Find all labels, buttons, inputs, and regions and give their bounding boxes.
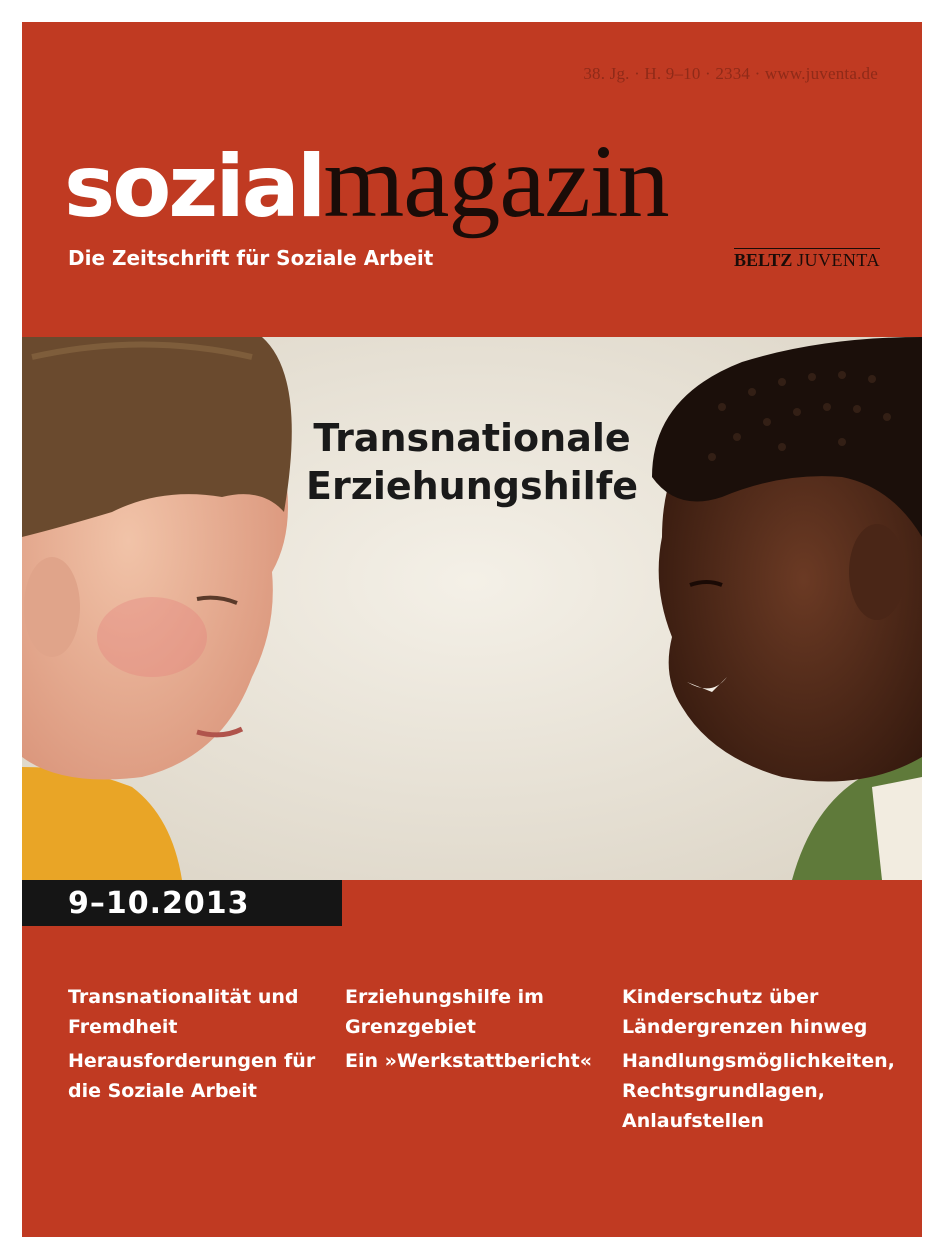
masthead-logo <box>64 124 669 239</box>
publisher-logo <box>734 248 880 271</box>
article-title: Kinderschutz über Ländergrenzen hinweg <box>622 986 868 1038</box>
article-title: Erziehungshilfe im Grenzgebiet <box>345 986 544 1038</box>
article-subtitle: Handlungsmöglichkeiten, Rechtsgrundlagen, Anlaufstellen <box>622 1050 895 1132</box>
article-teaser <box>68 982 330 1106</box>
article-subtitle: Herausforderungen für die Soziale Arbeit <box>68 1050 316 1102</box>
issue-date: 9–10.2013 <box>68 886 250 921</box>
masthead-sozial: sozial <box>64 137 324 237</box>
cover-topic-line2: Erziehungshilfe <box>306 464 638 508</box>
article-teaser <box>622 982 895 1136</box>
magazine-cover <box>22 22 922 1237</box>
cover-topic <box>242 414 702 510</box>
article-teaser <box>345 982 607 1076</box>
article-title: Transnationalität und Fremdheit <box>68 986 299 1038</box>
publisher-beltz: BELTZ <box>734 250 793 270</box>
publisher-juventa: JUVENTA <box>796 250 880 270</box>
article-subtitle: Ein »Werkstattbericht« <box>345 1050 592 1072</box>
issue-date-bar <box>22 880 342 926</box>
cover-topic-line1: Transnationale <box>313 416 631 460</box>
masthead-magazin: magazin <box>323 124 669 239</box>
issue-meta: 38. Jg. · H. 9–10 · 2334 · www.juventa.de <box>583 64 878 83</box>
magazine-subtitle: Die Zeitschrift für Soziale Arbeit <box>68 246 434 270</box>
